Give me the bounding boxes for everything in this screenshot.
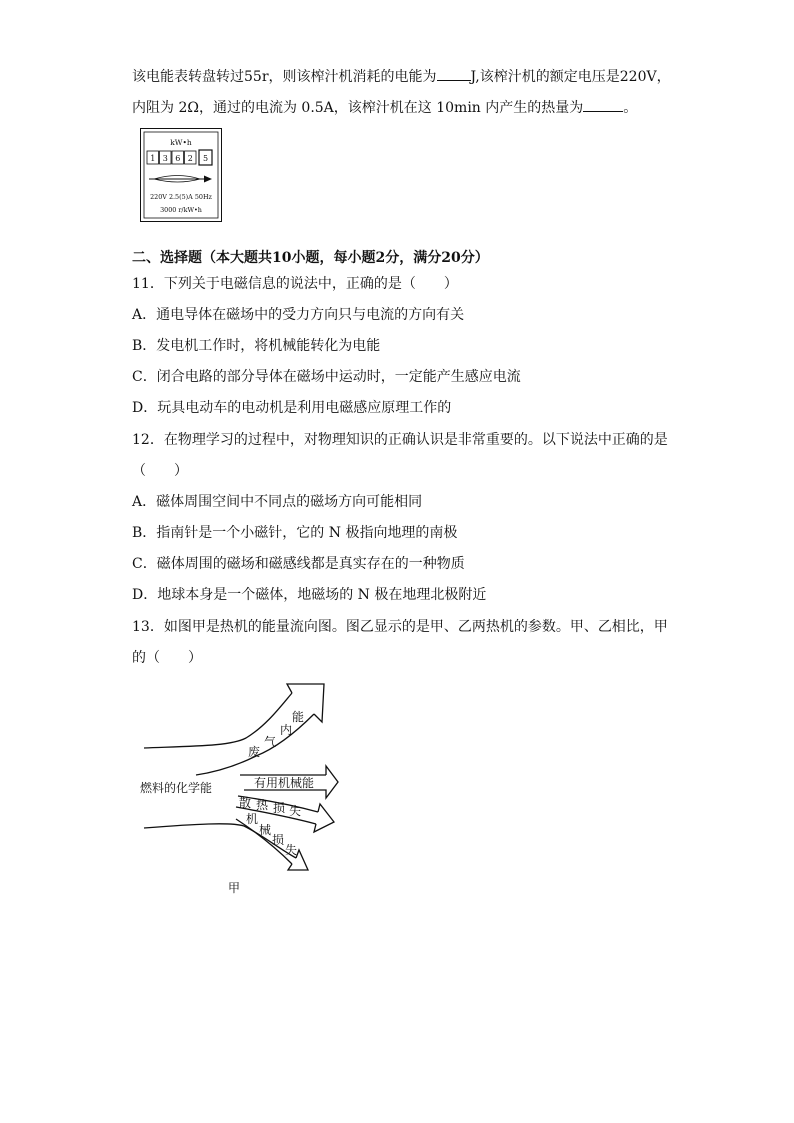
q10-text-1b: J,该榨汁机的额定电压是220V， xyxy=(470,69,671,85)
meter-digit-2: 3 xyxy=(162,154,168,163)
q11-stem: 11．下列关于电磁信息的说法中，正确的是（ ） xyxy=(132,276,458,292)
electric-meter-figure xyxy=(140,128,222,222)
heat-engine-energy-flow-diagram xyxy=(136,676,346,906)
heat-loss-arrow-head xyxy=(314,804,334,832)
q13-stem-line-2: 的（ ） xyxy=(132,650,202,666)
answer-blank-energy[interactable] xyxy=(437,66,471,81)
exhaust-char-4: 能 xyxy=(292,710,305,724)
mech-loss-char-3: 损 xyxy=(272,833,285,847)
q10-text-1a: 该电能表转盘转过55r，则该榨汁机消耗的电能为 xyxy=(132,69,437,85)
q11-option-d[interactable]: D．玩具电动车的电动机是利用电磁感应原理工作的 xyxy=(132,400,452,416)
q12-stem-line-1: 12．在物理学习的过程中，对物理知识的正确认识是非常重要的。以下说法中正确的是 xyxy=(132,432,668,448)
q11-option-a[interactable]: A．通电导体在磁场中的受力方向只与电流的方向有关 xyxy=(132,307,465,323)
meter-spec: 220V 2.5(5)A 50Hz xyxy=(150,193,212,201)
meter-digit-4: 2 xyxy=(187,154,193,163)
mech-loss-char-4: 失 xyxy=(285,843,298,857)
useful-energy-label: 有用机械能 xyxy=(254,776,315,790)
q12-stem-line-2: （ ） xyxy=(132,463,188,479)
meter-constant: 3000 r/kW•h xyxy=(160,206,202,214)
exhaust-char-1: 废 xyxy=(248,745,261,759)
meter-digit-3: 6 xyxy=(175,154,181,163)
answer-blank-heat[interactable] xyxy=(583,97,623,112)
mech-loss-char-1: 机 xyxy=(246,812,259,826)
q10-line-2 xyxy=(132,97,637,118)
flow-caption: 甲 xyxy=(228,881,241,895)
exhaust-char-3: 内 xyxy=(280,723,293,737)
q13-stem-line-1: 13．如图甲是热机的能量流向图。图乙显示的是甲、乙两热机的参数。甲、乙相比，甲 xyxy=(132,619,668,635)
q11-option-c[interactable]: C．闭合电路的部分导体在磁场中运动时，一定能产生感应电流 xyxy=(132,369,521,385)
heat-loss-char-4: 失 xyxy=(289,804,302,818)
heat-loss-char-2: 热 xyxy=(256,798,269,812)
heat-loss-char-1: 散 xyxy=(239,796,252,810)
meter-unit: kW•h xyxy=(170,138,192,147)
q12-option-d[interactable]: D．地球本身是一个磁体，地磁场的 N 极在地理北极附近 xyxy=(132,587,487,603)
meter-digit-5: 5 xyxy=(202,154,209,163)
mech-loss-char-2: 械 xyxy=(259,823,272,837)
section-2-title: 二、选择题（本大题共10小题，每小题2分，满分20分） xyxy=(132,250,489,266)
meter-digit-1: 1 xyxy=(150,154,156,163)
q10-line-1 xyxy=(132,66,671,87)
flow-input-label: 燃料的化学能 xyxy=(140,781,213,795)
q10-text-2a: 内阻为 2Ω，通过的电流为 0.5A，该榨汁机在这 10min 内产生的热量为 xyxy=(132,100,584,116)
q10-text-2b: 。 xyxy=(623,100,638,116)
heat-loss-char-3: 损 xyxy=(273,801,286,815)
exhaust-char-2: 气 xyxy=(264,735,277,749)
q12-option-b[interactable]: B．指南针是一个小磁针，它的 N 极指向地理的南极 xyxy=(132,525,458,541)
q11-option-b[interactable]: B．发电机工作时，将机械能转化为电能 xyxy=(132,338,381,354)
q12-option-c[interactable]: C．磁体周围的磁场和磁感线都是真实存在的一种物质 xyxy=(132,556,465,572)
q12-option-a[interactable]: A．磁体周围空间中不同点的磁场方向可能相同 xyxy=(132,494,423,510)
